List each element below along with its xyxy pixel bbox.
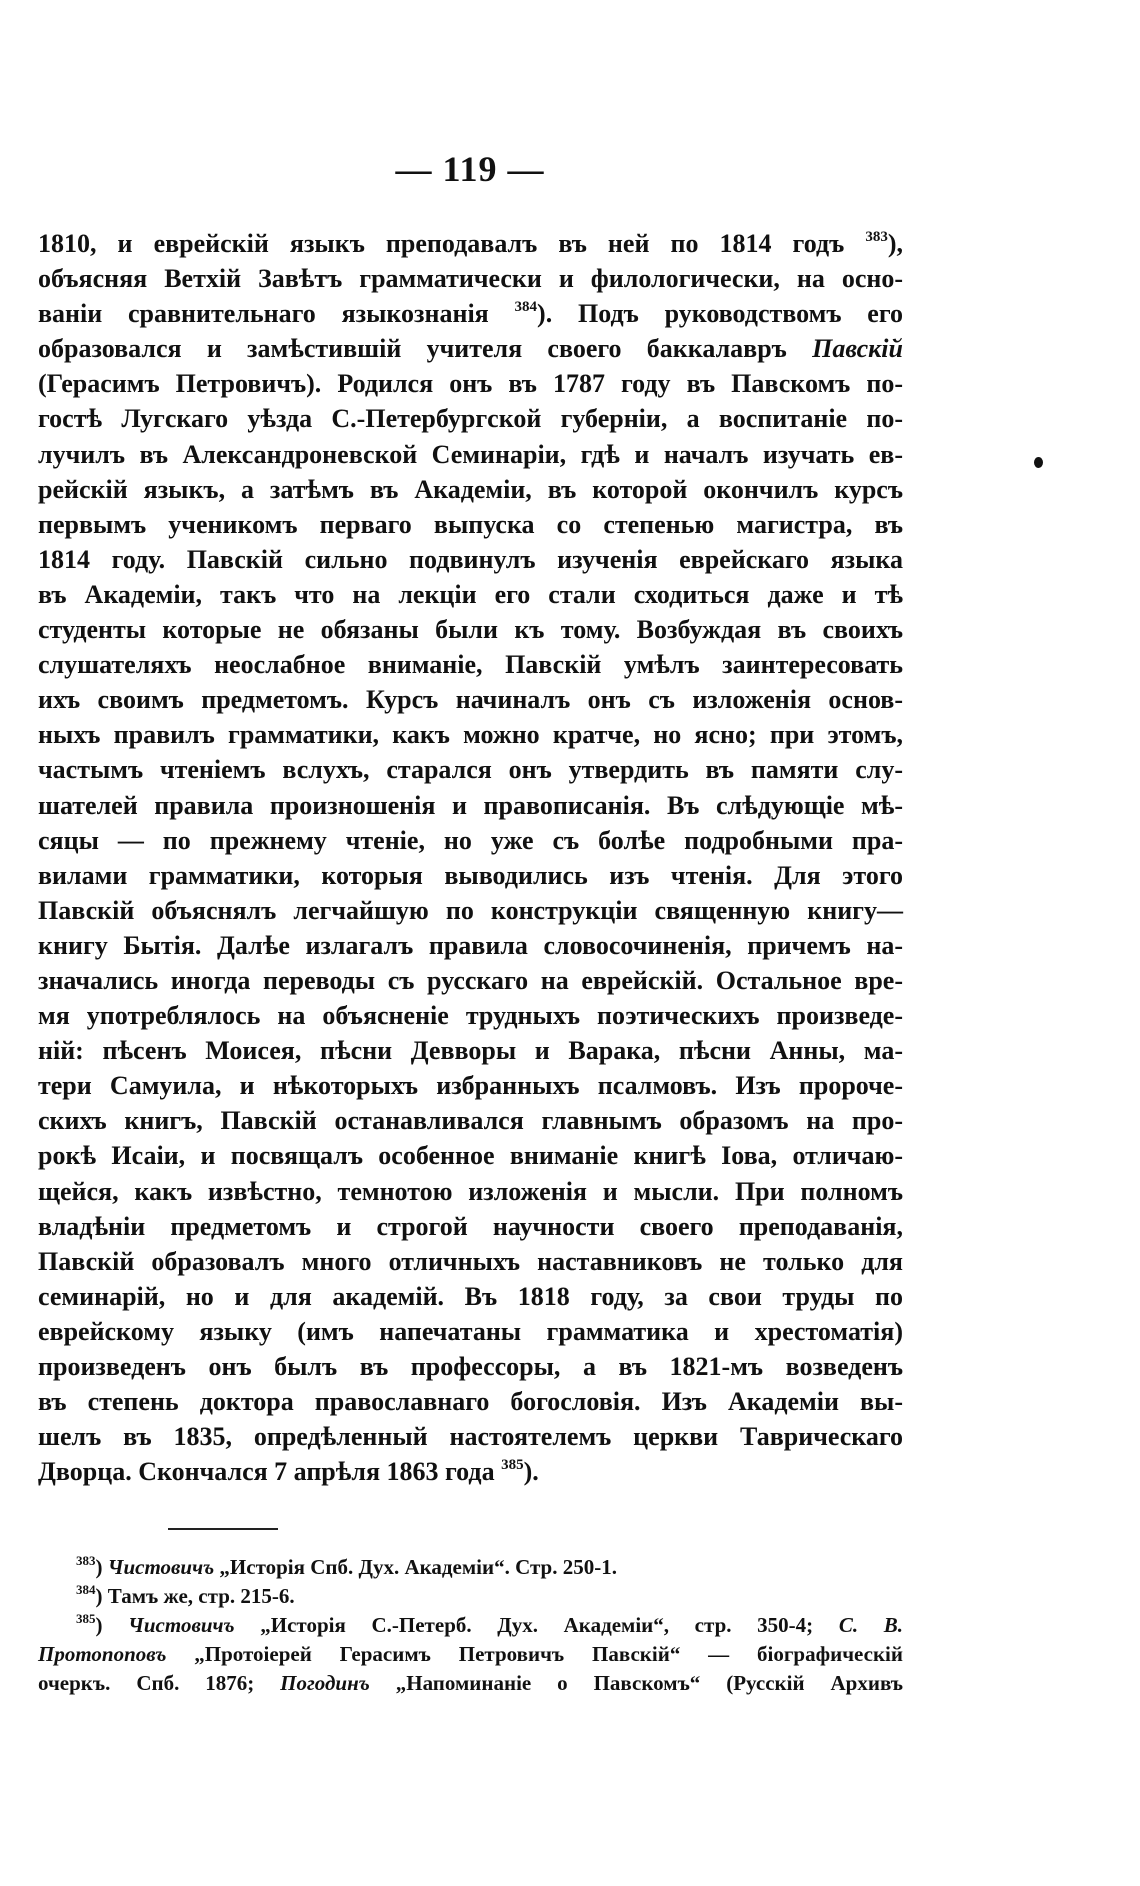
text-line: [38, 858, 903, 893]
text-line: [38, 612, 903, 647]
text-run: гостѣ Лугскаго уѣзда С.-Петербургской губерніи, а воспитаніе по-: [38, 404, 903, 434]
text-run: тери Самуила, и нѣкоторыхъ избранныхъ псалмовъ. Изъ пророче-: [38, 1071, 903, 1101]
italic-text: Погодинъ: [280, 1671, 370, 1695]
text-line: [38, 261, 903, 296]
italic-text: С. В.: [838, 1613, 904, 1637]
text-line: [38, 1138, 903, 1173]
text-line: [38, 1419, 903, 1454]
text-run: въ Академіи, такъ что на лекціи его стали сходиться даже и тѣ: [38, 579, 903, 609]
text-run: 1810, и еврейскій языкъ преподавалъ въ ней по 1814 годъ: [38, 229, 866, 258]
text-run: произведенъ онъ былъ въ профессоры, а въ 1821-мъ возведенъ: [38, 1352, 903, 1381]
text-line: [38, 893, 903, 928]
text-run: сяцы — по прежнему чтеніе, но уже съ болѣе подробными пра-: [38, 825, 903, 855]
text-run: слушателяхъ неослабное вниманіе, Павскій умѣлъ заинтересовать: [38, 650, 903, 680]
text-run: „Напоминаніе о Павскомъ“ (Русскій Архивъ: [369, 1671, 904, 1695]
text-run: объясняя Ветхій Завѣтъ грамматически и филологически, на осно-: [38, 264, 903, 294]
text-run: щейся, какъ извѣстно, темнотою изложенія и мысли. При полномъ: [38, 1176, 903, 1206]
text-run: ) Тамъ же, стр. 215-6.: [95, 1584, 295, 1608]
footnote-line: [38, 1553, 903, 1582]
text-line: [38, 331, 903, 366]
text-run: Павскій объяснялъ легчайшую по конструкціи священную книгу—: [38, 895, 903, 925]
text-line: [38, 998, 903, 1033]
text-run: шателей правила произношенія и правописанія. Въ слѣдующіе мѣ-: [38, 790, 903, 820]
text-run: мя употреблялось на объясненіе трудныхъ поэтическихъ произведе-: [38, 1001, 903, 1031]
text-line: [38, 647, 903, 682]
footnote-separator: [168, 1528, 278, 1530]
text-run: значались иногда переводы съ русскаго на еврейскій. Остальное вре-: [38, 965, 903, 995]
text-run: студенты которые не обязаны были къ тому. Возбуждая въ своихъ: [38, 615, 903, 645]
text-run: (Герасимъ Петровичъ). Родился онъ въ 1787 году въ Павскомъ по-: [38, 369, 903, 399]
text-line: [38, 1103, 903, 1138]
text-line: [38, 1033, 903, 1068]
text-line: [38, 752, 903, 787]
text-run: рейскій языкъ, а затѣмъ въ Академіи, въ которой окончилъ курсъ: [38, 474, 903, 504]
footnote-line: [38, 1611, 903, 1640]
text-run: вилами грамматики, которыя выводились изъ чтенія. Для этого: [38, 860, 903, 890]
footnote-ref: 384: [514, 299, 538, 316]
italic-text: Чистовичъ: [128, 1613, 235, 1637]
text-run: ). Подъ руководствомъ его: [537, 299, 903, 329]
text-run: „Исторія Спб. Дух. Академіи“. Стр. 250-1.: [214, 1555, 617, 1579]
text-run: „Протоіерей Герасимъ Петровичъ Павскій“ — біографическій: [166, 1642, 903, 1666]
text-line: [38, 928, 903, 963]
footnote-ref: 383: [76, 1553, 96, 1568]
text-run: ваніи сравнительнаго языкознанія: [38, 299, 515, 329]
text-line: [38, 1314, 903, 1349]
text-line: [38, 717, 903, 752]
text-run: владѣніи предметомъ и строгой научности своего преподаванія,: [38, 1211, 903, 1241]
text-line: [38, 507, 903, 542]
text-line: [38, 542, 903, 577]
footnote-ref: 383: [865, 229, 888, 245]
italic-text: Павскій: [812, 334, 903, 364]
text-run: книгу Бытія. Далѣе излагалъ правила словосочиненія, причемъ на-: [38, 930, 903, 960]
text-line: [38, 1384, 903, 1419]
text-run: „Исторія С.-Петерб. Дух. Академіи“, стр. 350-4;: [234, 1613, 839, 1637]
main-text: [38, 226, 903, 1489]
text-run: ныхъ правилъ грамматики, какъ можно кратче, но ясно; при этомъ,: [38, 720, 903, 750]
text-line: [38, 437, 903, 472]
text-line: [38, 788, 903, 823]
text-line: [38, 366, 903, 401]
text-run: образовался и замѣстившій учителя своего баккалавръ: [38, 334, 813, 364]
text-run: ній: пѣсенъ Моисея, пѣсни Девворы и Варака, пѣсни Анны, ма-: [38, 1036, 903, 1066]
footnote-ref: 384: [76, 1582, 96, 1597]
text-run: въ степень доктора православнаго богословія. Изъ Академіи вы-: [38, 1387, 903, 1417]
text-run: ): [95, 1555, 108, 1579]
footnote-ref: 385: [501, 1457, 524, 1474]
text-run: ): [95, 1613, 129, 1637]
text-run: частымъ чтеніемъ вслухъ, старался онъ утвердить въ памяти слу-: [38, 755, 903, 785]
italic-text: Чистовичъ: [107, 1555, 215, 1579]
text-line: [38, 226, 903, 261]
text-run: ),: [887, 229, 903, 258]
text-run: первымъ ученикомъ перваго выпуска со степенью магистра, въ: [38, 509, 903, 539]
italic-text: Протопоповъ: [38, 1642, 167, 1666]
text-line: [38, 1244, 903, 1279]
text-line: [38, 577, 903, 612]
text-line: [38, 1279, 903, 1314]
footnote-line: [38, 1669, 903, 1698]
text-run: еврейскому языку (имъ напечатаны грамматика и хрестоматія): [38, 1316, 903, 1346]
text-run: рокѣ Исаіи, и посвящалъ особенное вниманіе книгѣ Іова, отличаю-: [38, 1141, 903, 1171]
footnotes: [38, 1553, 903, 1698]
text-line: [38, 401, 903, 436]
footnote-line: [38, 1640, 903, 1669]
text-run: Павскій образовалъ много отличныхъ наставниковъ не только для: [38, 1246, 903, 1276]
text-run: семинарій, но и для академій. Въ 1818 году, за свои труды по: [38, 1281, 903, 1311]
text-run: шелъ въ 1835, опредѣленный настоятелемъ церкви Таврическаго: [38, 1422, 903, 1452]
text-line: [38, 1174, 903, 1209]
text-run: Дворца. Скончался 7 апрѣля 1863 года: [38, 1457, 502, 1487]
text-run: лучилъ въ Александроневской Семинаріи, гдѣ и началъ изучать ев-: [38, 439, 903, 469]
text-line: [38, 963, 903, 998]
text-line: [38, 682, 903, 717]
text-line: [38, 1209, 903, 1244]
text-run: ).: [523, 1457, 539, 1487]
footnote-line: [38, 1582, 903, 1611]
text-run: скихъ книгъ, Павскій останавливался главнымъ образомъ на про-: [38, 1106, 903, 1136]
text-run: ихъ своимъ предметомъ. Курсъ начиналъ онъ съ изложенія основ-: [38, 685, 903, 715]
page-number: — 119 —: [395, 149, 545, 189]
text-line: [38, 296, 903, 331]
text-line: [38, 472, 903, 507]
text-run: 1814 году. Павскій сильно подвинулъ изученія еврейскаго языка: [38, 544, 903, 574]
text-line: [38, 1068, 903, 1103]
ink-speck: [1034, 457, 1043, 468]
text-line: [38, 1454, 903, 1489]
text-line: [38, 823, 903, 858]
text-line: [38, 1349, 903, 1384]
text-run: очеркъ. Спб. 1876;: [38, 1671, 281, 1695]
footnote-ref: 385: [76, 1611, 96, 1626]
